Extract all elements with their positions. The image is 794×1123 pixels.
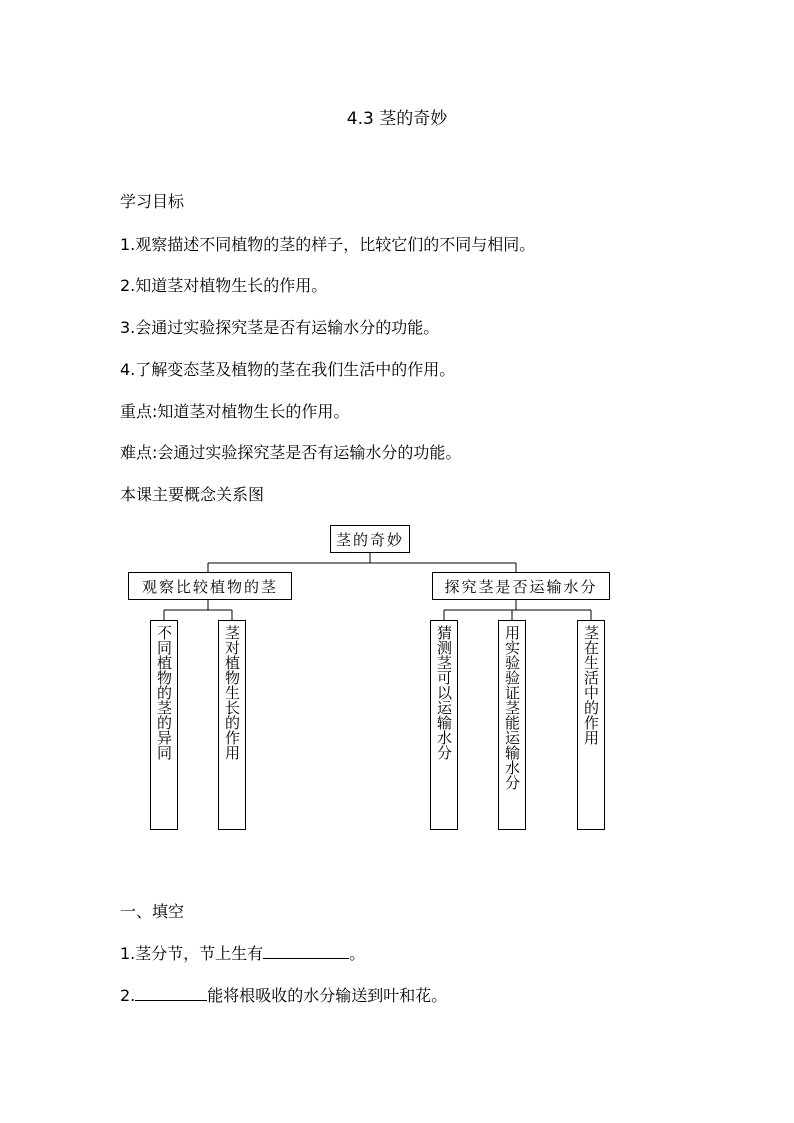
question-2-text: 能将根吸收的水分输送到叶和花。 <box>207 986 448 1005</box>
objective-item-2: 2.知道茎对植物生长的作用。 <box>120 276 328 295</box>
objective-item-1: 1.观察描述不同植物的茎的样子，比较它们的不同与相同。 <box>120 235 536 254</box>
question-2-blank[interactable] <box>135 986 207 1001</box>
question-2 <box>120 983 447 1006</box>
concept-leaf-right-1: 猜测茎可以运输水分 <box>430 620 458 830</box>
difficulty-point: 难点:会通过实验探究茎是否有运输水分的功能。 <box>120 443 462 462</box>
concept-leaf-left-1: 不同植物的茎的异同 <box>150 620 178 830</box>
concept-leaf-right-3: 茎在生活中的作用 <box>577 620 605 830</box>
key-point: 重点:知道茎对植物生长的作用。 <box>120 402 350 421</box>
question-1 <box>120 941 365 964</box>
concept-root: 茎的奇妙 <box>330 525 410 553</box>
question-2-number: 2. <box>120 986 136 1005</box>
concept-map-connectors <box>120 520 620 840</box>
concept-left-branch: 观察比较植物的茎 <box>128 572 292 600</box>
concept-right-branch: 探究茎是否运输水分 <box>432 572 610 600</box>
objective-item-4: 4.了解变态茎及植物的茎在我们生活中的作用。 <box>120 360 456 379</box>
concept-map <box>120 520 620 840</box>
objective-item-3: 3.会通过实验探究茎是否有运输水分的功能。 <box>120 318 440 337</box>
concept-leaf-left-2: 茎对植物生长的作用 <box>218 620 246 830</box>
objectives-heading: 学习目标 <box>120 192 185 211</box>
page-title: 4.3 茎的奇妙 <box>346 109 448 129</box>
exercise-heading: 一、填空 <box>120 902 185 921</box>
question-1-text: 1.茎分节，节上生有 <box>120 944 264 963</box>
question-1-end: 。 <box>349 944 366 963</box>
question-1-blank[interactable] <box>263 944 349 959</box>
concept-map-heading: 本课主要概念关系图 <box>120 485 265 504</box>
concept-leaf-right-2: 用实验验证茎能运输水分 <box>498 620 526 830</box>
